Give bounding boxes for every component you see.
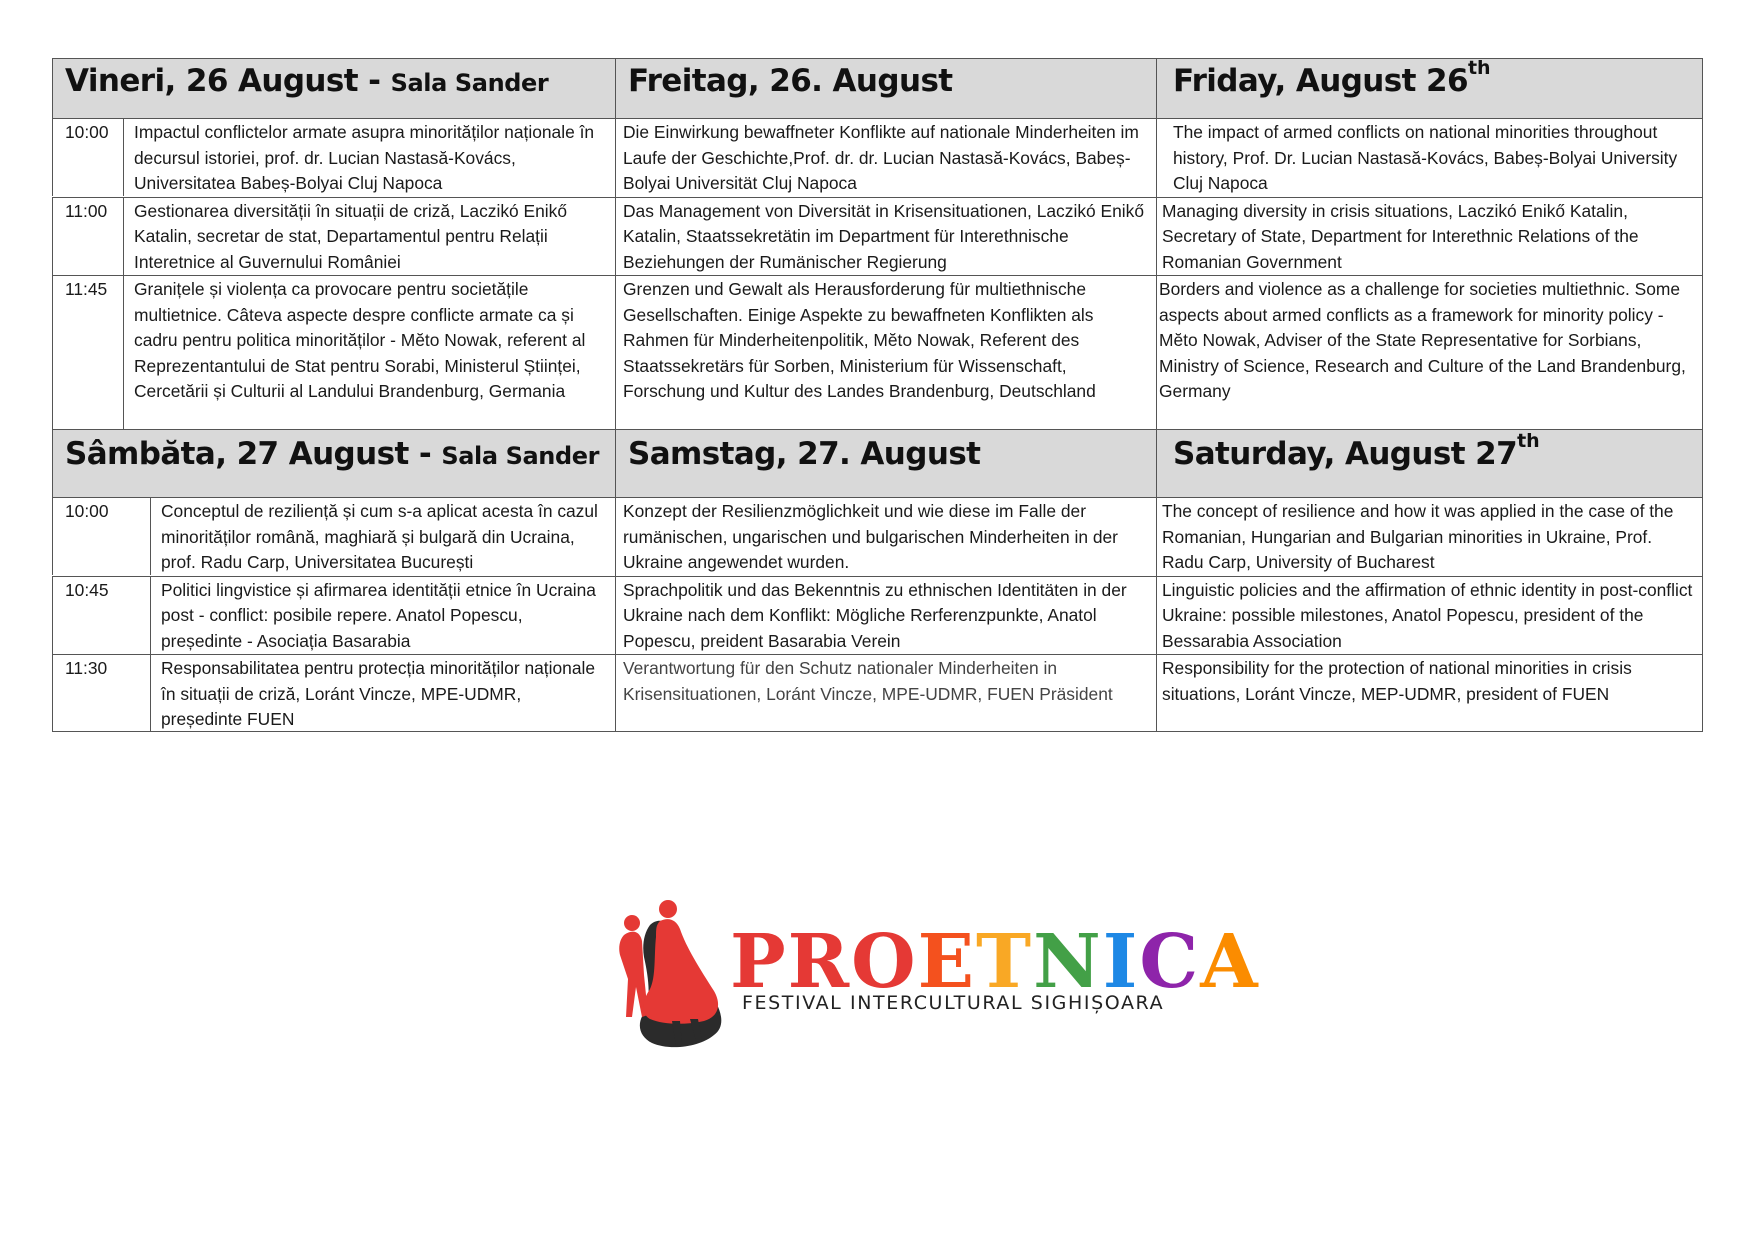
talk-en: Managing diversity in crisis situations, Laczikó Enikő Katalin, Secretary of State, Department for Interethnic Relations of the Romanian Government bbox=[1156, 197, 1703, 276]
talk-en: Linguistic policies and the affirmation of ethnic identity in post-conflict Ukraine: possible milestones, Anatol Popescu, president of the Bessarabia Association bbox=[1156, 576, 1703, 655]
time-slot: 10:00 bbox=[53, 498, 151, 575]
header-day-ro: Vineri, 26 August - bbox=[65, 63, 391, 99]
logo-letter: P bbox=[730, 919, 788, 1005]
time-slot: 11:45 bbox=[53, 276, 124, 429]
talk-ro: Responsabilitatea pentru protecția minorităților naționale în situații de criză, Loránt Vincze, MPE-UDMR, președinte FUEN bbox=[161, 658, 596, 729]
talk-en: The concept of resilience and how it was applied in the case of the Romanian, Hungarian and Bulgarian minorities in Ukraine, Prof. Radu Carp, University of Bucharest bbox=[1156, 497, 1703, 576]
header-room-ro: Sala Sander bbox=[441, 442, 600, 470]
cell-romanian bbox=[52, 654, 615, 732]
logo-letter: I bbox=[1102, 919, 1140, 1005]
header-romanian bbox=[52, 429, 615, 497]
logo-letter: A bbox=[1200, 919, 1260, 1005]
talk-de: Konzept der Resilienzmöglichkeit und wie diese im Falle der rumänischen, ungarischen und bulgarischen Minderheiten in der Ukraine angewendet wurden. bbox=[615, 497, 1156, 576]
header-room-ro: Sala Sander bbox=[390, 69, 549, 97]
talk-de: Verantwortung für den Schutz nationaler Minderheiten in Krisensituationen, Loránt Vincze, MPE-UDMR, FUEN Präsident bbox=[615, 654, 1156, 732]
time-slot: 10:45 bbox=[53, 577, 151, 654]
logo-letter: O bbox=[851, 919, 918, 1005]
cell-romanian bbox=[52, 576, 615, 654]
day-block-saturday bbox=[52, 429, 1703, 732]
header-german bbox=[615, 429, 1156, 497]
logo-letter: E bbox=[917, 919, 977, 1005]
logo-letter: N bbox=[1033, 919, 1103, 1005]
cell-romanian bbox=[52, 497, 615, 575]
day-block-friday bbox=[52, 58, 1703, 429]
logo-subtitle: FESTIVAL INTERCULTURAL SIGHIȘOARA bbox=[742, 992, 1165, 1014]
talk-ro: Granițele și violența ca provocare pentru societățile multietnice. Câteva aspecte despre conflicte armate ca și cadru pentru politica minorităților - Mĕto Nowak, referent al Reprezentantului de Stat pentru Sorabi, Ministerul Științei, Cercetării și Culturii al Landului Brandenburg, Germania bbox=[134, 279, 586, 401]
talk-de: Sprachpolitik und das Bekenntnis zu ethnischen Identitäten in der Ukraine nach dem Konflikt: Mögliche Rerferenzpunkte, Anatol Popescu, preident Basarabia Verein bbox=[615, 576, 1156, 655]
talk-ro: Politici lingvistice și afirmarea identității etnice în Ucraina post - conflict: posibile repere. Anatol Popescu, președinte - Asociația Basarabia bbox=[161, 579, 596, 651]
header-day-de: Samstag, 27. August bbox=[628, 436, 981, 472]
header-romanian bbox=[52, 58, 615, 118]
header-ordinal-en: th bbox=[1467, 58, 1491, 79]
talk-ro: Gestionarea diversității în situații de criză, Laczikó Enikő Katalin, secretar de stat, Departamentul pentru Relații Interetnice al Guvernului României bbox=[134, 200, 568, 272]
cell-romanian bbox=[52, 118, 615, 196]
talk-ro: Conceptul de reziliență și cum s-a aplicat acesta în cazul minorităților română, maghiară și bulgară din Ucraina, prof. Radu Carp, Universitatea București bbox=[161, 501, 598, 572]
talk-de: Das Management von Diversität in Krisensituationen, Laczikó Enikő Katalin, Staatssekretätin im Department für Interethnische Beziehungen der Rumänischer Regierung bbox=[615, 197, 1156, 276]
dancers-silhouette-icon bbox=[610, 895, 735, 1060]
schedule-table bbox=[52, 58, 1703, 732]
time-slot: 11:00 bbox=[53, 198, 124, 275]
header-day-en: Friday, August 26 bbox=[1173, 63, 1468, 99]
talk-en: Responsibility for the protection of national minorities in crisis situations, Loránt Vincze, MEP-UDMR, president of FUEN bbox=[1156, 654, 1703, 732]
cell-romanian bbox=[52, 275, 615, 429]
talk-en: Borders and violence as a challenge for societies multiethnic. Some aspects about armed conflicts as a framework for minority policy - Mĕto Nowak, Adviser of the State Representative for Sorbians, Ministry of Science, Research and Culture of the Land Brandenburg, Germany bbox=[1156, 275, 1703, 429]
time-slot: 10:00 bbox=[53, 119, 124, 196]
proetnica-logo bbox=[610, 895, 1260, 1060]
talk-de: Die Einwirkung bewaffneter Konflikte auf nationale Minderheiten im Laufe der Geschichte,Prof. dr. dr. Lucian Nastasă-Kovács, Babeș-Bolyai Universität Cluj Napoca bbox=[615, 118, 1156, 197]
logo-letter: R bbox=[787, 919, 852, 1005]
header-day-en: Saturday, August 27 bbox=[1173, 436, 1518, 472]
header-day-ro: Sâmbăta, 27 August - bbox=[65, 436, 442, 472]
cell-romanian bbox=[52, 197, 615, 275]
talk-de: Grenzen und Gewalt als Herausforderung für multiethnische Gesellschaften. Einige Aspekte zu bewaffneten Konflikten als Rahmen für Minderheitenpolitik, Mĕto Nowak, Referent des Staatssekretärs für Sorben, Ministerium für Wissenschaft, Forschung und Kultur des Landes Brandenburg, Deutschland bbox=[615, 275, 1156, 429]
logo-letter: C bbox=[1139, 919, 1201, 1005]
talk-en: The impact of armed conflicts on national minorities throughout history, Prof. Dr. Lucian Nastasă-Kovács, Babeș-Bolyai University Cluj Napoca bbox=[1156, 118, 1703, 197]
header-day-de: Freitag, 26. August bbox=[628, 63, 953, 99]
talk-ro: Impactul conflictelor armate asupra minorităților naționale în decursul istoriei, prof. dr. Lucian Nastasă-Kovács, Universitatea Babeș-Bolyai Cluj Napoca bbox=[134, 122, 595, 193]
header-english bbox=[1156, 58, 1703, 118]
header-german bbox=[615, 58, 1156, 118]
time-slot: 11:30 bbox=[53, 655, 151, 732]
logo-letter: T bbox=[976, 919, 1034, 1005]
header-ordinal-en: th bbox=[1517, 430, 1540, 452]
header-english bbox=[1156, 429, 1703, 497]
